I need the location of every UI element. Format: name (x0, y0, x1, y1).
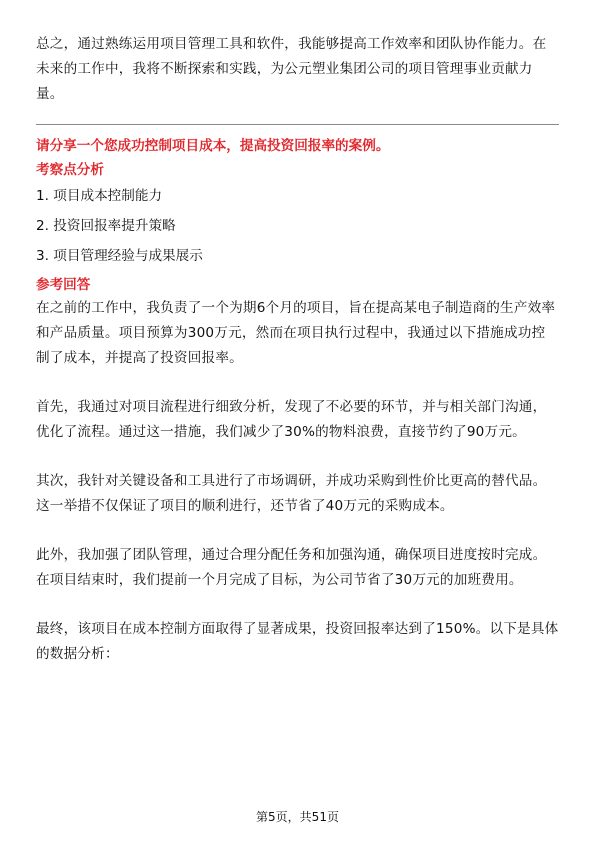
paragraph-gap (36, 445, 559, 469)
answer-paragraph: 首先，我通过对项目流程进行细致分析，发现了不必要的环节，并与相关部门沟通，优化了流程。通过这一措施，我们减少了30%的物料浪费，直接节约了90万元。 (36, 399, 547, 440)
analysis-item: 1. 项目成本控制能力 (36, 188, 163, 204)
answer-paragraph: 在之前的工作中，我负责了一个为期6个月的项目，旨在提高某电子制造商的生产效率和产品质量。项目预算为300万元，然而在项目执行过程中，我通过以下措施成功控制了成本，并提高了投资回报率。 (36, 300, 556, 366)
intro-paragraph: 总之，通过熟练运用项目管理工具和软件，我能够提高工作效率和团队协作能力。在未来的工作中，我将不断探索和实践，为公元塑业集团公司的项目管理事业贡献力量。 (36, 36, 547, 102)
analysis-list (36, 181, 559, 271)
answer-heading: 参考回答 (36, 277, 91, 293)
section-divider (36, 124, 559, 125)
analysis-heading: 考察点分析 (36, 162, 104, 178)
document-page (36, 32, 559, 667)
question-title: 请分享一个您成功控制项目成本，提高投资回报率的案例。 (36, 138, 390, 154)
answer-paragraph: 最终，该项目在成本控制方面取得了显著成果，投资回报率达到了150%。以下是具体的数据分析： (36, 621, 559, 662)
answer-paragraph: 此外，我加强了团队管理，通过合理分配任务和加强沟通，确保项目进度按时完成。在项目结束时，我们提前一个月完成了目标，为公司节省了30万元的加班费用。 (36, 547, 547, 588)
page-number: 第5页，共51页 (256, 810, 339, 824)
paragraph-gap (36, 593, 559, 617)
answer-paragraph: 其次，我针对关键设备和工具进行了市场调研，并成功采购到性价比更高的替代品。这一举措不仅保证了项目的顺利进行，还节省了40万元的采购成本。 (36, 473, 547, 514)
analysis-item: 2. 投资回报率提升策略 (36, 218, 176, 234)
paragraph-gap (36, 519, 559, 543)
paragraph-gap (36, 371, 559, 395)
analysis-item: 3. 项目管理经验与成果展示 (36, 248, 203, 264)
